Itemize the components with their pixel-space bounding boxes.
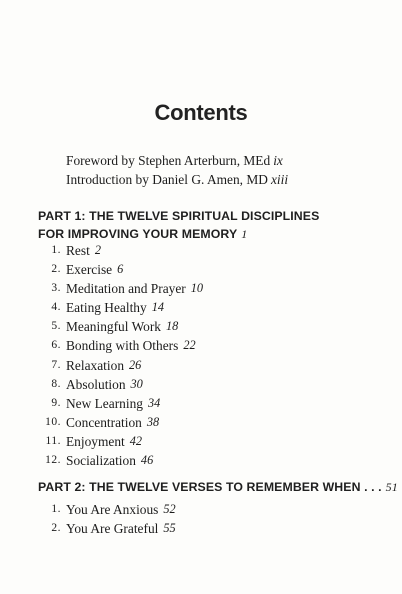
chapter-entry	[38, 394, 203, 413]
page-title: Contents	[154, 100, 248, 125]
chapter-entry	[38, 356, 203, 375]
part-page-number: 51	[385, 480, 398, 494]
chapter-entry	[38, 260, 203, 279]
part-2-heading	[38, 478, 398, 496]
chapter-entry	[38, 375, 203, 394]
chapter-number: 11.	[45, 434, 61, 447]
chapter-title: Meaningful Work	[66, 319, 161, 335]
chapter-page-number: 18	[166, 319, 179, 334]
chapter-page-number: 34	[147, 395, 161, 410]
chapter-page-number: 52	[163, 502, 176, 516]
entry-label: Foreword by Stephen Arterburn, MEd	[66, 153, 271, 168]
chapter-entry	[38, 413, 203, 432]
chapter-number: 1.	[51, 503, 61, 515]
chapter-page-number: 30	[130, 376, 143, 391]
entry-page-number: xiii	[270, 172, 289, 187]
part-page-number: 1	[241, 227, 248, 241]
chapter-number: 5.	[51, 320, 61, 333]
chapter-title: You Are Anxious	[66, 502, 159, 517]
chapter-number: 2.	[51, 522, 61, 535]
chapter-title: Relaxation	[66, 357, 125, 373]
chapter-page-number: 2	[94, 243, 101, 257]
part-heading-line: PART 1: THE TWELVE SPIRITUAL DISCIPLINES	[38, 209, 320, 223]
chapter-entry	[38, 336, 203, 355]
front-matter-entry	[66, 170, 288, 189]
chapter-title: Bonding with Others	[66, 338, 179, 354]
chapter-number: 3.	[51, 282, 61, 295]
chapter-number: 7.	[51, 358, 61, 371]
chapter-number: 2.	[51, 263, 61, 276]
chapter-page-number: 46	[140, 453, 154, 468]
chapter-number: 12.	[45, 454, 61, 467]
chapter-entry	[38, 432, 203, 451]
chapter-entry	[38, 500, 176, 519]
front-matter-entry	[66, 151, 288, 170]
chapter-page-number: 10	[190, 281, 204, 296]
chapter-entry	[38, 317, 203, 336]
part-heading-text: FOR IMPROVING YOUR MEMORY	[38, 227, 238, 241]
chapter-number: 1.	[51, 244, 61, 256]
chapter-number: 4.	[51, 301, 61, 314]
front-matter	[66, 151, 288, 189]
chapter-title: New Learning	[66, 395, 143, 411]
chapter-title: Concentration	[66, 414, 142, 430]
chapter-page-number: 42	[129, 433, 143, 448]
chapter-title: Meditation and Prayer	[66, 281, 186, 297]
chapter-number: 6.	[51, 339, 61, 352]
chapter-entry	[38, 279, 203, 298]
entry-label: Introduction by Daniel G. Amen, MD	[66, 172, 268, 187]
part-heading-text: PART 2: THE TWELVE VERSES TO REMEMBER WHEN . . .	[38, 480, 382, 494]
chapter-title: Enjoyment	[66, 433, 125, 449]
chapter-entry	[38, 298, 203, 317]
chapter-number: 10.	[45, 415, 61, 428]
part-2-chapter-list	[38, 500, 176, 538]
chapter-title: Socialization	[66, 453, 136, 469]
part-1-chapter-list	[38, 241, 203, 470]
chapter-title: Rest	[66, 243, 90, 258]
chapter-entry	[38, 451, 203, 470]
chapter-page-number: 55	[163, 521, 176, 536]
entry-page-number: ix	[273, 153, 283, 168]
chapter-title: Exercise	[66, 262, 113, 278]
chapter-title: Absolution	[66, 376, 126, 392]
chapter-page-number: 22	[183, 338, 196, 353]
part-1-heading	[38, 207, 319, 243]
chapter-entry	[38, 241, 203, 260]
chapter-number: 8.	[51, 377, 61, 390]
chapter-page-number: 26	[129, 357, 142, 372]
chapter-page-number: 6	[117, 262, 124, 277]
chapter-page-number: 38	[146, 414, 160, 429]
chapter-number: 9.	[51, 396, 61, 409]
chapter-page-number: 14	[151, 300, 164, 315]
chapter-title: You Are Grateful	[66, 521, 159, 537]
chapter-entry	[38, 519, 176, 538]
chapter-title: Eating Healthy	[66, 300, 147, 316]
